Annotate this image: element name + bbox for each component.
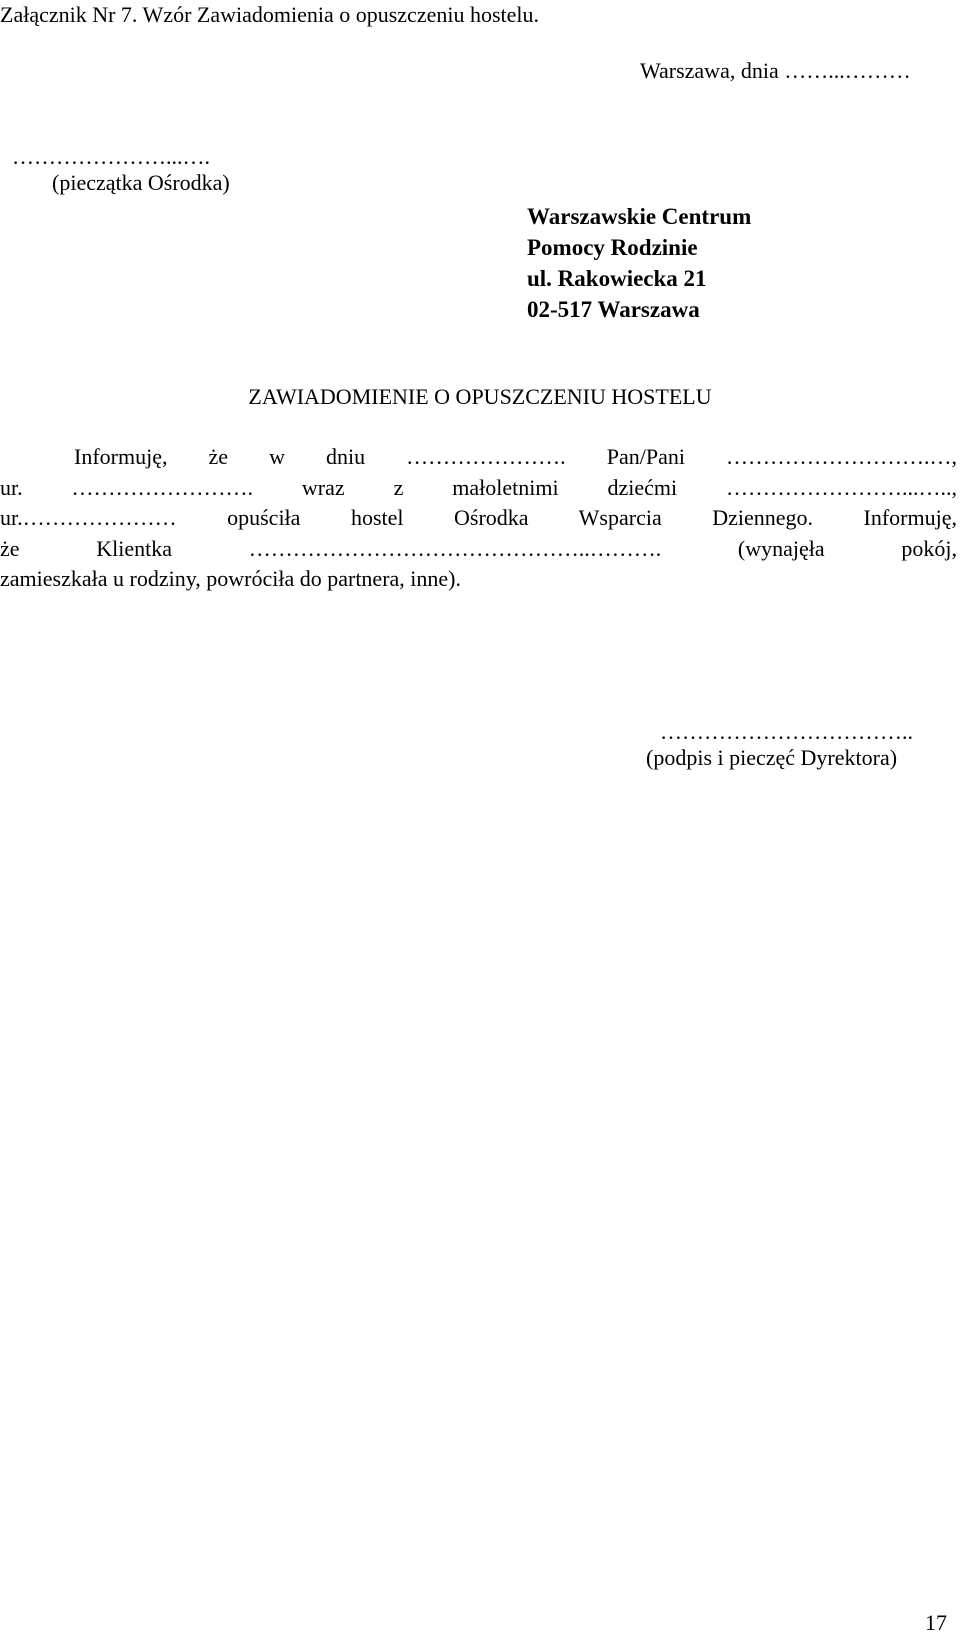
stamp-placeholder: …………………...…. [12,144,210,169]
signature-placeholder: …………………………….. [660,719,913,744]
recipient-address [527,201,751,325]
body-line: ur. ……………………. wraz z małoletnimi dziećmi ……………………...….., [0,474,957,500]
date-line: Warszawa, dnia ……...……… [640,58,911,83]
annex-title: Załącznik Nr 7. Wzór Zawiadomienia o opuszczeniu hostelu. [0,2,540,27]
body-line: że Klientka ………………………………………..………. (wynajęła pokój, [0,535,957,561]
stamp-label: (pieczątka Ośrodka) [52,170,230,195]
body-line: zamieszkała u rodziny, powróciła do partnera, inne). [0,566,461,591]
body-line: ur.………………… opuściła hostel Ośrodka Wsparcia Dziennego. Informuję, [0,505,957,530]
document-heading: ZAWIADOMIENIE O OPUSZCZENIU HOSTELU [248,384,712,409]
body-paragraph [0,442,957,595]
recipient-line-2: Pomocy Rodzinie [527,235,698,260]
recipient-line-1: Warszawskie Centrum [527,204,752,229]
page-number: 17 [925,1610,947,1635]
recipient-line-3: ul. Rakowiecka 21 [527,266,707,291]
body-line: Informuję, że w dniu …………………. Pan/Pani ……………………….…, [74,444,957,469]
signature-label: (podpis i pieczęć Dyrektora) [646,745,898,770]
recipient-line-4: 02-517 Warszawa [527,297,700,322]
